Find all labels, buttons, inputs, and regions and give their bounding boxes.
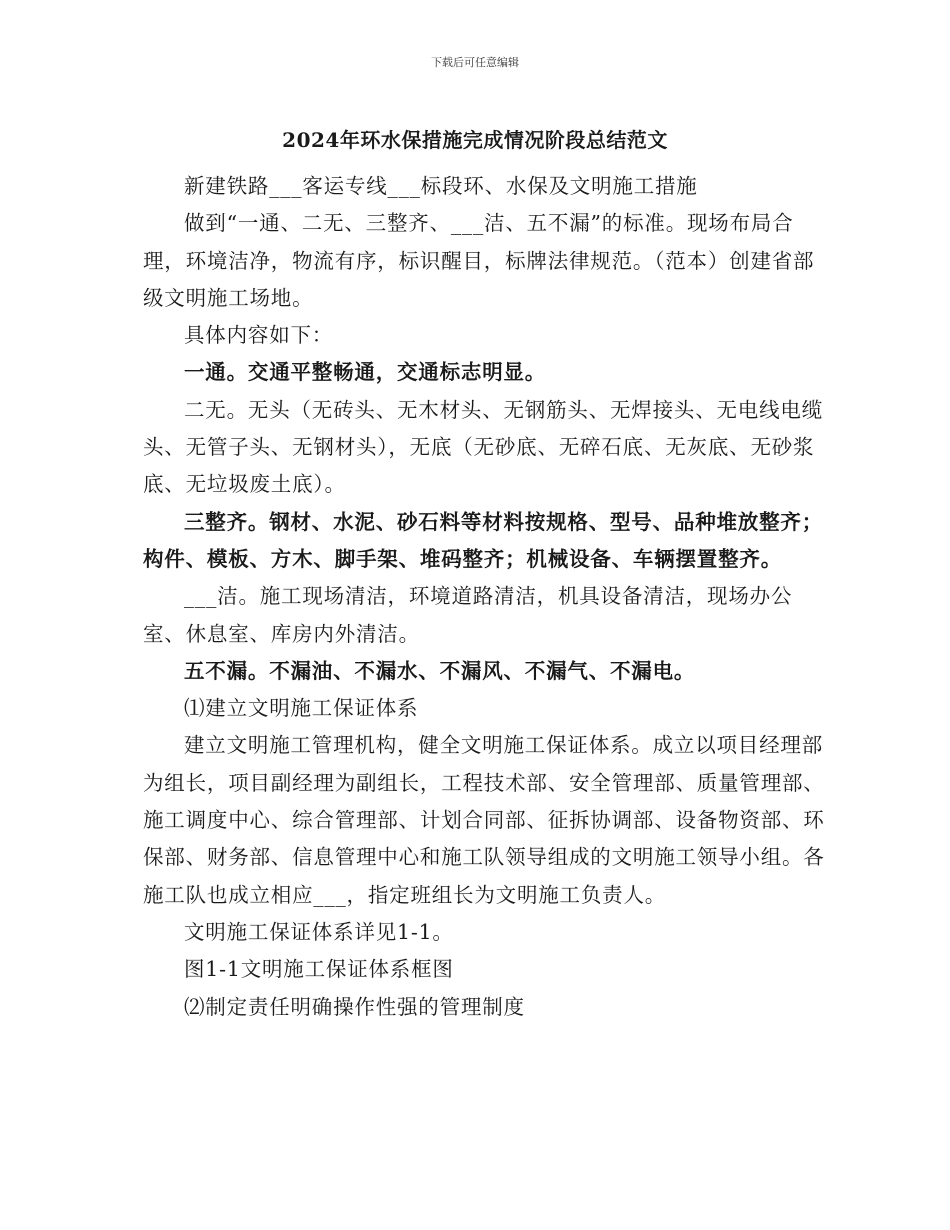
paragraph: 新建铁路___客运专线___标段环、水保及文明施工措施 <box>184 174 698 198</box>
header-note: 下载后可任意编辑 <box>431 56 519 69</box>
paragraph-bold: 五不漏。不漏油、不漏水、不漏风、不漏气、不漏电。 <box>184 658 696 683</box>
paragraph: 建立文明施工管理机构，健全文明施工保证体系。成立以项目经理部为组长，项目副经理为副组长，工程技术部、安全管理部、质量管理部、施工调度中心、综合管理部、计划合同部、征拆协调部、设备物资部、环保部、财务部、信息管理中心和施工队领导组成的文明施工领导小组。各施工队也成立相应___，指定班组长为文明施工负责人。 <box>143 733 825 907</box>
paragraph: 文明施工保证体系详见1-1。 <box>184 919 454 944</box>
paragraph: 具体内容如下： <box>184 323 334 348</box>
paragraph: ___洁。施工现场清洁，环境道路清洁，机具设备清洁，现场办公室、休息室、库房内外清洁。 <box>143 584 793 646</box>
figure-caption: 图1-1文明施工保证体系框图 <box>184 957 454 982</box>
paragraph: 做到“一通、二无、三整齐、___洁、五不漏”的标准。现场布局合理，环境洁净，物流有序，标识醒目，标牌法律规范。（范本）创建省部级文明施工场地。 <box>143 211 815 310</box>
paragraph-bold: 一通。交通平整畅通，交通标志明显。 <box>184 360 547 385</box>
paragraph-bold: 三整齐。钢材、水泥、砂石料等材料按规格、型号、品种堆放整齐；构件、模板、方木、脚手架、堆码整齐；机械设备、车辆摆置整齐。 <box>143 509 823 571</box>
paragraph: 二无。无头（无砖头、无木材头、无钢筋头、无焊接头、无电线电缆头、无管子头、无钢材头），无底（无砂底、无碎石底、无灰底、无砂浆底、无垃圾废土底）。 <box>143 397 823 497</box>
section-heading: ⑴建立文明施工保证体系 <box>184 696 419 721</box>
document-body <box>143 168 825 1026</box>
document-title: 2024年环水保措施完成情况阶段总结范文 <box>282 128 668 152</box>
section-heading: ⑵制定责任明确操作性强的管理制度 <box>184 994 525 1019</box>
